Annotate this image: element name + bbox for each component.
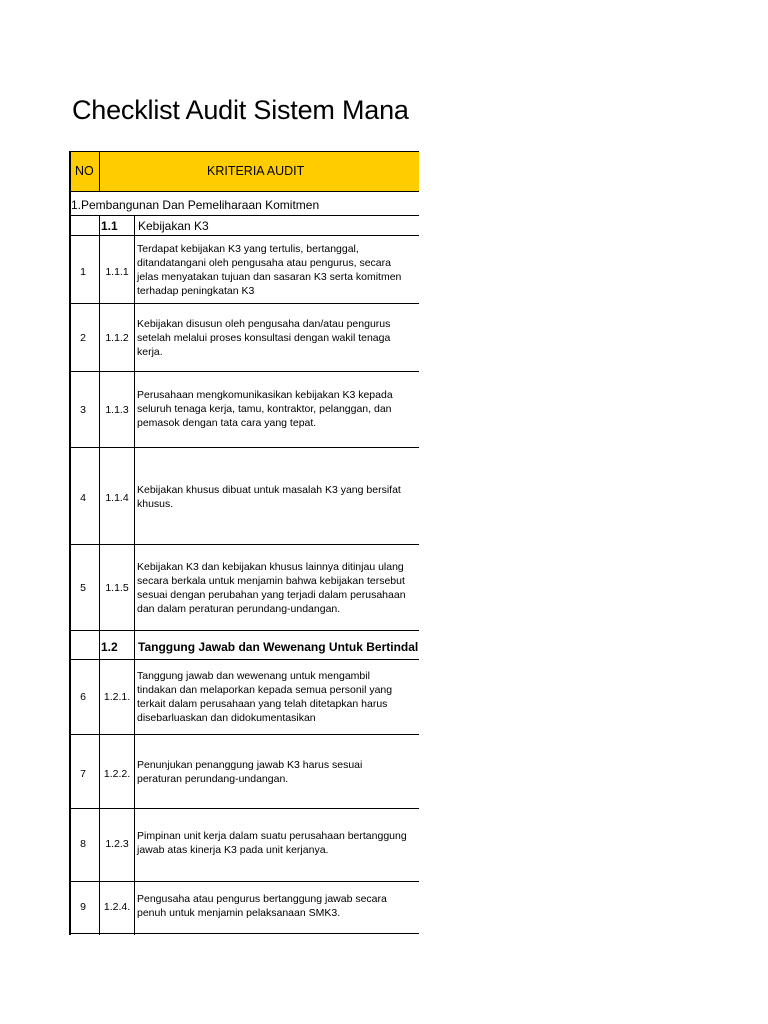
grid-line (69, 734, 419, 735)
grid-line (99, 151, 100, 192)
row-criteria: Tanggung jawab dan wewenang untuk mengambil tindakan dan melaporkan kepada semua personil yang terkait dalam perusahaan yang telah ditetapkan harus disebarluaskan dan didokumentasikan (137, 670, 393, 724)
row-criteria: Kebijakan disusun oleh pengusaha dan/atau pengurus setelah melalui proses konsultasi dengan wakil tenaga kerja. (137, 318, 391, 358)
row-no: 5 (80, 582, 86, 594)
row-no: 8 (80, 838, 86, 850)
row-no: 3 (80, 404, 86, 416)
row-criteria: Perusahaan mengkomunikasikan kebijakan K3 kepada seluruh tenaga kerja, tamu, kontraktor, pelanggan, dan pemasok dengan tata cara yang tepat. (137, 389, 393, 429)
grid-line (69, 215, 419, 216)
row-no: 9 (80, 901, 86, 913)
row-no: 6 (80, 691, 86, 703)
header-no: NO (75, 164, 94, 178)
grid-line (99, 215, 100, 935)
row-code: 1.2.2. (103, 768, 131, 780)
grid-line (69, 235, 419, 236)
row-criteria: Pimpinan unit kerja dalam suatu perusahaan bertanggung jawab atas kinerja K3 pada unit kerjanya. (137, 830, 407, 856)
grid-line (69, 447, 419, 448)
row-no: 4 (80, 492, 86, 504)
subsection-code: 1.2 (101, 640, 118, 654)
grid-line (69, 630, 419, 631)
grid-line (69, 933, 419, 934)
header-kriteria: KRITERIA AUDIT (207, 164, 305, 178)
row-criteria: Pengusaha atau pengurus bertanggung jawab secara penuh untuk menjamin pelaksanaan SMK3. (137, 893, 387, 919)
page-title: Checklist Audit Sistem Mana (72, 95, 409, 125)
grid-line (134, 215, 135, 935)
row-no: 7 (80, 768, 86, 780)
row-code: 1.1.4 (105, 492, 129, 504)
grid-line (69, 881, 419, 882)
grid-line (69, 151, 71, 935)
row-criteria: Penunjukan penanggung jawab K3 harus sesuai peraturan perundang-undangan. (137, 759, 363, 785)
audit-table (69, 151, 419, 936)
row-code: 1.1.1 (105, 266, 129, 278)
row-code: 1.1.3 (105, 404, 129, 416)
row-code: 1.2.4. (103, 901, 131, 913)
row-code: 1.2.1. (103, 691, 131, 703)
grid-line (69, 303, 419, 304)
row-criteria: Kebijakan khusus dibuat untuk masalah K3 yang bersifat khusus. (137, 484, 401, 510)
grid-line (69, 371, 419, 372)
row-code: 1.2.3 (105, 838, 129, 850)
subsection-title: Tanggung Jawab dan Wewenang Untuk Bertindal (138, 640, 419, 654)
subsection-title: Kebijakan K3 (138, 219, 209, 233)
row-criteria: Terdapat kebijakan K3 yang tertulis, bertanggal, ditandatangani oleh pengusaha atau pengurus, secara jelas menyatakan tujuan dan sasaran K3 serta komitmen terhadap peningkatan K3 (137, 243, 402, 297)
row-no: 1 (80, 266, 86, 278)
grid-line (69, 659, 419, 660)
row-no: 2 (80, 332, 86, 344)
grid-line (69, 544, 419, 545)
row-code: 1.1.2 (105, 332, 129, 344)
section-title: 1.Pembangunan Dan Pemeliharaan Komitmen (71, 198, 320, 212)
subsection-code: 1.1 (101, 219, 118, 233)
row-criteria: Kebijakan K3 dan kebijakan khusus lainnya ditinjau ulang secara berkala untuk menjamin bahwa kebijakan tersebut sesuai dengan perubahan yang terjadi dalam perusahaan dan dalam peraturan perundang-undangan. (137, 561, 406, 615)
table-header (69, 151, 419, 192)
row-code: 1.1.5 (105, 582, 129, 594)
grid-line (69, 808, 419, 809)
